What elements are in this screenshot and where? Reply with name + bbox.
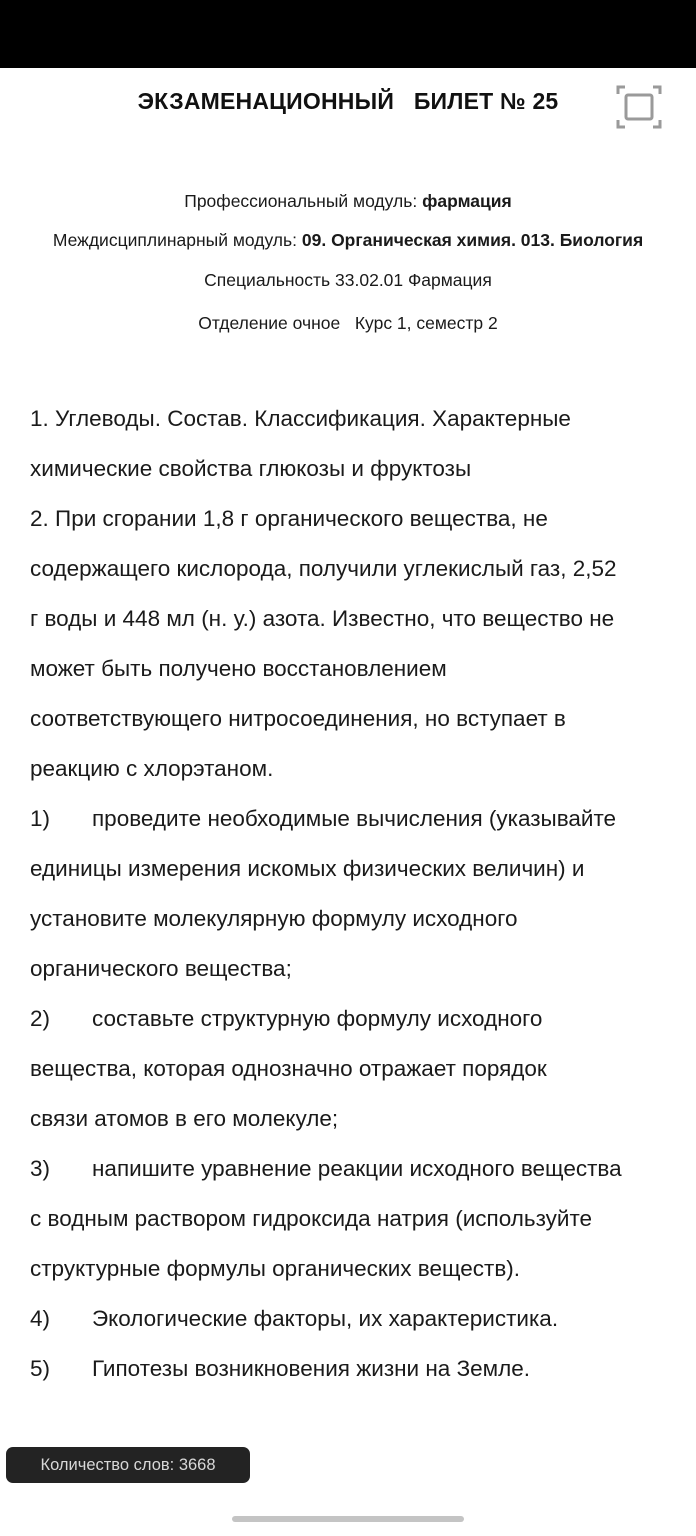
question-1-line: химические свойства глюкозы и фруктозы [30,456,472,481]
page-title [0,88,696,115]
question-2-line: содержащего кислорода, получили углекислый газ, 2,52 [30,556,617,581]
question-2-line [30,494,670,544]
professional-module [0,191,696,212]
department: Отделение очное [198,313,341,333]
subtask-3-line [30,1144,670,1194]
prof-module-value: фармация [422,191,512,211]
question-1-line [30,394,670,444]
subtask-2-line: связи атомов в его молекуле; [30,1106,339,1131]
subtask-3-number: 3) [30,1156,51,1181]
prof-module-label: Профессиональный модуль: [184,191,418,211]
subtask-4-number: 4) [30,1306,51,1331]
question-2-line: соответствующего нитросоединения, но вступает в [30,706,566,731]
subtask-2-text: составьте структурную формулу исходного [92,1006,543,1031]
home-indicator[interactable] [232,1516,464,1522]
subtask-2-line: вещества, которая однозначно отражает порядок [30,1056,547,1081]
interdisciplinary-module [0,230,696,251]
title-part1: ЭКЗАМЕНАЦИОННЫЙ [137,88,395,114]
fullscreen-expand-icon[interactable] [614,82,664,132]
subtask-1-number: 1) [30,806,51,831]
question-2-number: 2. [30,506,49,531]
interdisc-label: Междисциплинарный модуль: [52,230,297,250]
subtask-5-text: Гипотезы возникновения жизни на Земле. [92,1356,531,1381]
question-1-number: 1. [30,406,49,431]
question-2-line: реакцию с хлорэтаном. [30,756,274,781]
subtask-1-text: проведите необходимые вычисления (указывайте [92,806,617,831]
title-gap [394,88,414,114]
word-count-badge: Количество слов: 3668 [6,1447,250,1483]
subtask-2-line [30,994,670,1044]
interdisc-value: 09. Органическая химия. 013. Биология [301,230,644,250]
question-2-line: может быть получено восстановлением [30,656,447,681]
subtask-3-line: структурные формулы органических веществ). [30,1256,521,1281]
subtask-1-line: единицы измерения искомых физических величин) и [30,856,585,881]
question-2-text: При сгорании 1,8 г органического вещества, не [55,506,548,531]
subtask-3-text: напишите уравнение реакции исходного вещества [92,1156,622,1181]
subtask-1-line [30,794,670,844]
questions-body [30,394,670,1394]
subtask-4-line [30,1294,670,1344]
question-1-text: Углеводы. Состав. Классификация. Характерные [55,406,571,431]
subtask-4-text: Экологические факторы, их характеристика. [92,1306,559,1331]
question-2-line: г воды и 448 мл (н. у.) азота. Известно, что вещество не [30,606,615,631]
subtask-2-number: 2) [30,1006,51,1031]
course: Курс 1, семестр 2 [354,313,498,333]
subtask-5-number: 5) [30,1356,51,1381]
title-part2: БИЛЕТ № 25 [413,88,559,114]
department-course [0,313,696,334]
subtask-1-line: органического вещества; [30,956,292,981]
subtask-1-line: установите молекулярную формулу исходного [30,906,518,931]
specialty: Специальность 33.02.01 Фармация [204,270,492,290]
subtask-5-line [30,1344,670,1394]
subtask-3-line: с водным раствором гидроксида натрия (используйте [30,1206,593,1231]
status-bar [0,0,696,68]
